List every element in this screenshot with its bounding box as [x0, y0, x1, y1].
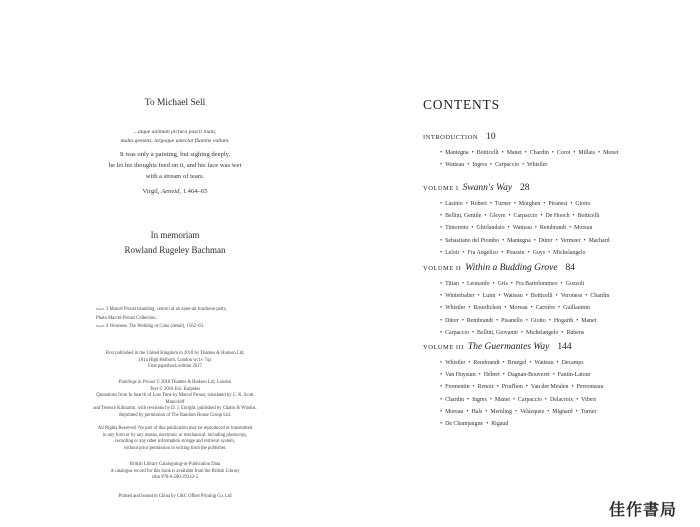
artist-name: Prud'hon [501, 384, 523, 391]
epigraph-latin [0, 128, 350, 146]
bullet-separator: • [525, 317, 528, 324]
artist-name: Rembrandt [466, 317, 494, 324]
artist-list [437, 357, 663, 430]
artist-name: Carpaccio [513, 213, 538, 220]
artist-name: Hogarth [553, 317, 574, 324]
copyright-info [88, 380, 262, 420]
bullet-separator: • [440, 162, 443, 169]
bullet-separator: • [501, 249, 504, 256]
artist-line [437, 406, 663, 418]
pub-line: and Terence Kilmartin, with revisions by D. J. Enright, published by Chatto & Windus. [93, 406, 257, 412]
artist-line [437, 315, 663, 327]
caption-text: Veronese, [108, 324, 129, 330]
bullet-separator: • [508, 213, 511, 220]
artist-name: Fantin-Latour [557, 372, 591, 379]
artist-name: Watteau [512, 225, 532, 232]
pub-text: © 2018 Thames & Hudson Ltd, London [154, 380, 232, 385]
bullet-separator: • [555, 237, 558, 244]
bullet-separator: • [534, 225, 537, 232]
caption-page-3 [96, 306, 266, 315]
section-name: Within a Budding Grove [465, 263, 558, 273]
bullet-separator: • [501, 150, 504, 156]
caption-page-4 [96, 323, 266, 332]
pub-line [88, 380, 262, 387]
bullet-separator: • [490, 162, 493, 169]
bullet-separator: • [472, 384, 475, 391]
artist-name: Botticelli [476, 150, 499, 156]
bullet-separator: • [575, 408, 578, 415]
artist-name: Leonardo [467, 281, 490, 287]
artist-list [437, 147, 663, 171]
caption-text: (detail), 1562–63. [169, 324, 205, 330]
artist-name: Gozzoli [565, 281, 585, 287]
bullet-separator: • [560, 281, 563, 287]
bullet-separator: • [555, 293, 558, 300]
artist-name: Whistler [527, 162, 548, 169]
citation-work: Aeneid [161, 188, 180, 195]
artist-name: Van Huysum [445, 372, 476, 379]
bullet-separator: • [440, 408, 443, 415]
artist-name: De Champaigne [445, 421, 484, 428]
dedication: To Michael Sell [144, 98, 206, 108]
bullet-separator: • [533, 237, 536, 244]
artist-name: Sebastiano del Piombo [445, 237, 500, 244]
artist-name: Moreau [509, 305, 528, 312]
printer-info [88, 494, 262, 501]
artist-name: Manet [581, 317, 597, 324]
bullet-separator: • [530, 305, 533, 312]
artist-name: Watteau [445, 162, 465, 169]
artist-name: Dürer [538, 237, 553, 244]
bullet-separator: • [552, 372, 555, 379]
pub-line: First paperback edition 2017 [148, 364, 202, 370]
artist-name: Millais [578, 150, 596, 156]
bullet-separator: • [496, 384, 499, 391]
artist-line [437, 394, 663, 406]
bullet-separator: • [465, 201, 468, 207]
contents-heading: CONTENTS [423, 97, 500, 112]
artist-name: Leloir [445, 249, 460, 256]
caption-title: The Wedding at Cana [128, 324, 170, 330]
bullet-separator: • [485, 408, 488, 415]
bullet-separator: • [583, 237, 586, 244]
artist-line [437, 159, 663, 171]
section-page-number: 144 [557, 342, 572, 352]
bullet-separator: • [558, 305, 561, 312]
artist-line [437, 357, 663, 369]
bullet-separator: • [440, 329, 443, 336]
section-name: Swann's Way [462, 183, 513, 193]
artist-name: Van der Meulen [530, 384, 569, 391]
artist-name: Botticelli [577, 213, 600, 220]
bullet-separator: • [498, 293, 501, 300]
bullet-separator: • [543, 201, 546, 207]
bullet-separator: • [440, 281, 443, 287]
pub-line: recording or any other information storage and retrieval system, [115, 439, 235, 445]
caption-page-3-extra: Photo Marcel-Proust Collection. [96, 315, 157, 321]
epigraph-citation [0, 188, 350, 195]
memoriam [0, 228, 350, 258]
artist-line [437, 147, 663, 159]
artist-name: Chardin [445, 396, 465, 403]
bullet-separator: • [571, 384, 574, 391]
section-label: VOLUME I [423, 185, 459, 192]
bullet-separator: • [440, 293, 443, 300]
bullet-separator: • [569, 225, 572, 232]
toc-section-volume-3 [423, 342, 663, 430]
bullet-separator: • [440, 150, 443, 156]
bullet-separator: • [576, 317, 579, 324]
bullet-separator: • [540, 213, 543, 220]
artist-name: Ghirlandaio [476, 225, 505, 232]
bullet-separator: • [440, 396, 443, 403]
bullet-separator: • [525, 384, 528, 391]
artist-name: Manet [494, 396, 510, 403]
bullet-separator: • [561, 329, 564, 336]
artist-name: Gleyre [489, 213, 506, 220]
bullet-separator: • [440, 384, 443, 391]
toc-section-volume-1 [423, 183, 663, 259]
artist-name: Manet [506, 150, 522, 156]
bullet-separator: • [585, 293, 588, 300]
artist-name: Michelangelo [525, 329, 559, 336]
image-captions [96, 306, 266, 332]
section-label: VOLUME II [423, 265, 462, 272]
section-page-number: 10 [486, 132, 496, 142]
pub-line: All Rights Reserved. No part of this publication may be reproduced or transmitted [97, 426, 253, 431]
artist-name: Bruegel [507, 360, 527, 366]
bullet-separator: • [547, 408, 550, 415]
bullet-separator: • [573, 150, 576, 156]
artist-name: Winterhalter [445, 293, 475, 300]
bullet-separator: • [598, 150, 601, 156]
bullet-separator: • [502, 372, 505, 379]
artist-name: Carpaccio [518, 396, 542, 403]
bullet-separator: • [440, 249, 443, 256]
publisher-info [88, 351, 262, 371]
artist-line [437, 210, 663, 222]
bullet-separator: • [440, 372, 443, 379]
watermark-logo: 佳作書局 [609, 500, 678, 519]
bullet-separator: • [496, 317, 499, 324]
bullet-separator: • [525, 293, 528, 300]
bullet-separator: • [489, 201, 492, 207]
bullet-separator: • [440, 305, 443, 312]
artist-name: Vibert [581, 396, 596, 403]
artist-name: Tintoretto [445, 225, 469, 232]
artist-name: Memling [490, 408, 512, 415]
artist-name: Monet [603, 150, 619, 156]
artist-line [437, 381, 663, 393]
artist-list [437, 278, 663, 339]
bullet-separator: • [440, 201, 443, 207]
bullet-separator: • [440, 317, 443, 324]
artist-name: Pisanello [501, 317, 523, 324]
cataloguing-data [88, 462, 262, 482]
bullet-separator: • [467, 162, 470, 169]
artist-name: Hébert [483, 372, 500, 379]
artist-name: Chardin [529, 150, 549, 156]
pub-line: Printed and bound in China by C&C Offset Printing Co. Ltd [118, 494, 232, 499]
artist-name: Rigaud [491, 421, 509, 428]
bullet-separator: • [512, 396, 516, 403]
pub-line: British Library Cataloguing-in-Publication Data [129, 462, 221, 467]
artist-name: Velázquez [520, 408, 545, 415]
section-label: VOLUME III [423, 344, 464, 351]
artist-name: Hals [471, 408, 483, 415]
right-page [350, 0, 700, 527]
bullet-separator: • [556, 360, 559, 366]
bullet-separator: • [486, 421, 489, 428]
artist-name: Perronneau [576, 384, 604, 391]
bullet-separator: • [468, 305, 471, 312]
artist-list [437, 198, 663, 259]
artist-name: Renoir [477, 384, 494, 391]
bullet-separator: • [478, 372, 481, 379]
artist-name: Mantegna [445, 150, 469, 156]
artist-line [437, 278, 663, 290]
bullet-separator: • [524, 150, 527, 156]
artist-line [437, 327, 663, 339]
section-page-number: 28 [520, 183, 530, 193]
artist-name: Michelangelo [553, 249, 586, 256]
bullet-separator: • [576, 396, 579, 403]
bullet-separator: • [527, 249, 530, 256]
epigraph-line: It was only a painting, but sighing deeply, [119, 151, 231, 158]
bullet-separator: • [440, 213, 443, 220]
artist-name: Bellini, Gentile [445, 213, 482, 220]
bullet-separator: • [461, 317, 464, 324]
book-title: Paintings in Proust [118, 380, 155, 385]
bullet-separator: • [514, 408, 517, 415]
artist-name: Ingres [472, 396, 487, 403]
pub-line: without prior permission in writing from the publisher. [123, 445, 227, 451]
artist-name: Whistler [445, 305, 466, 312]
bullet-separator: • [521, 162, 525, 169]
bullet-separator: • [492, 281, 495, 287]
artist-name: Bellini, Giovanni [477, 329, 518, 336]
bullet-separator: • [471, 225, 474, 232]
pub-line: A catalogue record for this book is available from the British Library [110, 468, 240, 474]
section-page-number: 84 [565, 263, 576, 273]
artist-name: Watteau [503, 293, 523, 300]
epigraph-english [0, 149, 350, 182]
artist-name: Fra Bartolommeo [515, 281, 558, 287]
artist-name: Watteau [534, 360, 554, 366]
artist-name: Mantegna [507, 237, 531, 244]
bullet-separator: • [440, 237, 443, 244]
pub-line: Text © 2018 Eric Karpeles [149, 386, 201, 392]
bullet-separator: • [471, 150, 474, 156]
artist-name: Turner [494, 201, 511, 207]
artist-name: Moreau [445, 408, 464, 415]
rights-notice [88, 426, 262, 452]
artist-line [437, 302, 663, 314]
bullet-separator: • [513, 201, 516, 207]
bullet-separator: • [544, 396, 547, 403]
caption-label: page 3 [96, 307, 109, 312]
artist-name: Guys [532, 249, 546, 256]
artist-name: Dürer [445, 317, 459, 324]
section-label: INTRODUCTION [423, 134, 479, 141]
artist-name: Carrière [535, 305, 555, 312]
bullet-separator: • [529, 360, 532, 366]
bullet-separator: • [572, 213, 575, 220]
artist-line [437, 369, 663, 381]
toc-section-title [423, 342, 663, 352]
artist-name: Rembrandt [539, 225, 567, 232]
pub-line: 181a High Holborn, London wc1v 7qx [138, 357, 212, 363]
artist-name: Bourdichon [473, 305, 502, 312]
bullet-separator: • [471, 329, 475, 336]
artist-name: Titian [445, 281, 459, 287]
bullet-separator: • [440, 360, 443, 366]
pub-line: Reprinted by permission of The Random House Group Ltd. [119, 412, 231, 418]
citation-prefix: Virgil, [142, 188, 162, 195]
caption-text: Marcel Proust (standing, centre) at an open-air luncheon party. [108, 307, 227, 312]
artist-name: Morghen [518, 201, 541, 207]
artist-name: Machard [588, 237, 610, 244]
toc-section-volume-2 [423, 263, 663, 339]
artist-name: Piranesi [548, 201, 568, 207]
artist-name: Carpaccio [445, 329, 469, 336]
artist-line [437, 418, 663, 430]
artist-name: Robert [470, 201, 487, 207]
artist-name: Giotto [530, 317, 546, 324]
pub-line: Quotations from In Search of Lost Time by Marcel Proust, translated by C. K. Scott Moncrieff [96, 393, 254, 405]
bullet-separator: • [507, 225, 510, 232]
bullet-separator: • [551, 150, 554, 156]
bullet-separator: • [484, 213, 487, 220]
bullet-separator: • [462, 249, 465, 256]
citation-suffix: , 1.464–65 [179, 188, 208, 195]
artist-name: Corot [556, 150, 571, 156]
bullet-separator: • [504, 305, 507, 312]
pub-line: First published in the United Kingdom in 2018 by Thames & Hudson Ltd, [105, 351, 245, 356]
artist-line [437, 247, 663, 259]
bullet-separator: • [548, 317, 551, 324]
isbn: isbn 978-0-500-29342-3 [152, 475, 198, 481]
artist-name: Ingres [472, 162, 488, 169]
artist-name: Guillaumin [563, 305, 590, 312]
artist-name: Vermeer [560, 237, 581, 244]
artist-name: Mignard [552, 408, 573, 415]
bullet-separator: • [489, 396, 492, 403]
bullet-separator: • [548, 249, 551, 256]
epigraph-line: with a stream of tears. [145, 173, 205, 180]
epigraph-latin-line: multa gemens, largoque umectat flumine vultum. [120, 138, 230, 144]
artist-name: Carpaccio [495, 162, 519, 169]
bullet-separator: • [510, 281, 513, 287]
bullet-separator: • [477, 293, 480, 300]
section-name: The Guermantes Way [467, 342, 550, 352]
bullet-separator: • [466, 408, 469, 415]
artist-name: De Hooch [545, 213, 570, 220]
bullet-separator: • [520, 329, 523, 336]
bullet-separator: • [468, 360, 471, 366]
toc-section-title [423, 132, 663, 142]
artist-name: Giotto [575, 201, 591, 207]
artist-name: Whistler [445, 360, 466, 366]
toc-section-title [423, 263, 663, 273]
artist-name: Chardin [590, 293, 610, 300]
artist-name: Rembrandt [473, 360, 500, 366]
artist-name: Luini [482, 293, 496, 300]
artist-name: Lasinio [445, 201, 463, 207]
artist-line [437, 198, 663, 210]
bullet-separator: • [502, 237, 505, 244]
artist-name: Poussin [506, 249, 525, 256]
artist-name: Fromentin [445, 384, 470, 391]
artist-line [437, 222, 663, 234]
artist-name: Botticelli [530, 293, 553, 300]
epigraph-latin-line: ...atque animum pictura pascit inani, [133, 129, 217, 135]
pub-line: in any form or by any means, electronic or mechanical, including photocopy, [102, 432, 248, 438]
toc-section-title [423, 183, 663, 193]
artist-name: Moreau [574, 225, 593, 232]
bullet-separator: • [502, 360, 505, 366]
memoriam-line: In memoriam [150, 230, 200, 240]
artist-name: Gris [497, 281, 508, 287]
artist-line [437, 290, 663, 302]
bullet-separator: • [440, 225, 443, 232]
artist-name: Delacroix [549, 396, 574, 403]
artist-name: Veronese [560, 293, 583, 300]
artist-name: Rubens [566, 329, 585, 336]
bullet-separator: • [467, 396, 470, 403]
epigraph-line: he let his thoughts feed on it, and his face was wet [108, 162, 242, 169]
bullet-separator: • [570, 201, 573, 207]
memoriam-name: Rowland Rugeley Bachman [124, 245, 226, 255]
bullet-separator: • [461, 281, 464, 287]
artist-name: Turner [580, 408, 597, 415]
artist-name: Decamps [561, 360, 584, 366]
artist-name: Fra Angelico [467, 249, 499, 256]
bullet-separator: • [440, 421, 443, 428]
artist-line [437, 235, 663, 247]
caption-label: page 4 [96, 324, 109, 330]
toc-section-introduction [423, 132, 663, 171]
artist-name: Dagnan-Bouveret [507, 372, 550, 379]
